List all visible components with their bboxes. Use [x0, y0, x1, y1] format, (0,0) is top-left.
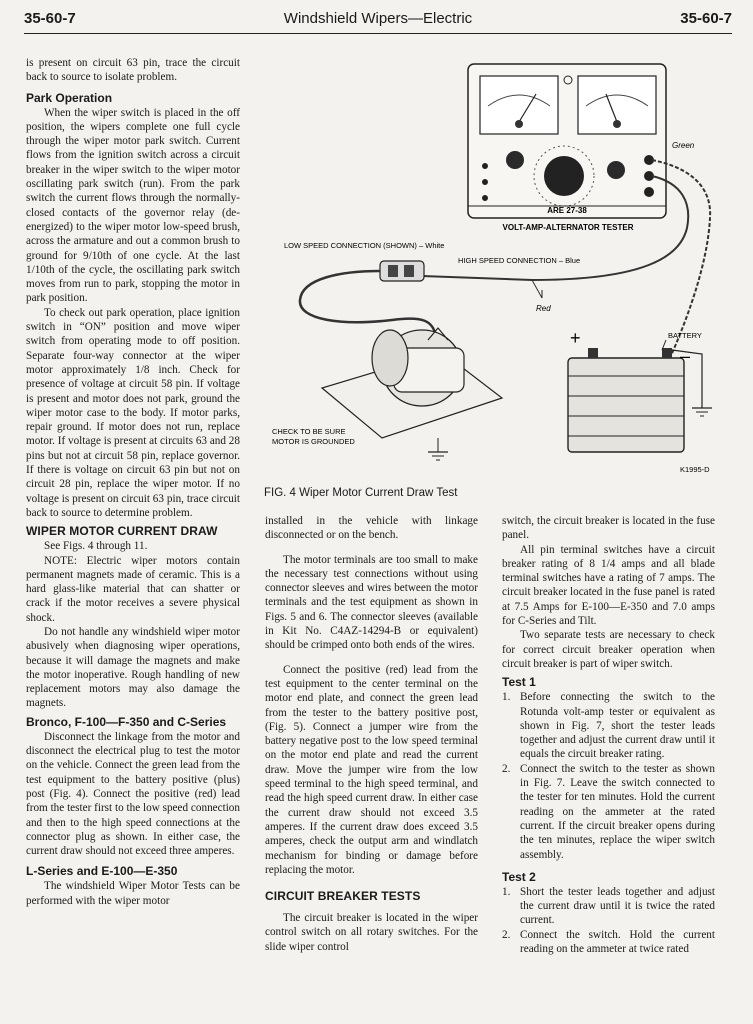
battery: [568, 348, 684, 452]
paragraph-terminals: The motor terminals are too small to make the necessary test connections without using connector sleeves and wires between the motor terminals and the test equipment as shown in Figs. 5 and 6. The connector sleeves (available in Kit No. C4AZ-14294-B or equivalent) should be crimped onto both ends of the wires.: [265, 553, 478, 652]
list-item-text: Short the tester leads together and adjust the current draw until it is twice the rated current.: [520, 885, 715, 927]
check-ground-label-1: CHECK TO BE SURE: [272, 427, 346, 436]
selector-knob: [506, 151, 524, 169]
heading-test-2: Test 2: [502, 869, 536, 884]
list-item: [502, 928, 715, 957]
paragraph-two-tests: Two separate tests are necessary to check for correct circuit breaker operation when circuit breaker is part of wiper switch.: [502, 629, 715, 670]
list-item-number: 1.: [502, 691, 511, 704]
heading-l-series: L-Series and E-100—E-350: [26, 864, 178, 879]
test-1-list: [502, 690, 715, 862]
list-item: [502, 762, 715, 862]
list-item: [502, 690, 715, 761]
paragraph-connect: Connect the positive (red) lead from the test equipment to the center terminal on the motor end plate, and connect the green lead from the tester to the battery positive post, (Fig. 5). Connect a jumper wire from the battery negative post to the low speed terminal on the motor end plate and read the current draw. Move the jumper wire from the low speed terminal to the high speed terminal, and read the high speed current draw. In either case the current draw should not exceed 3.5 amperes. If the current draw does exceed 3.5 amperes, check the output arm and windlatch mechanism for binding or damage before replacing the motor.: [265, 663, 478, 876]
battery-label: BATTERY: [668, 331, 702, 340]
page-title: Windshield Wipers—Electric: [283, 10, 473, 27]
paragraph-all-pin: All pin terminal switches have a circuit breaker rating of 8 1/4 amps and all blade terminal switches have a rating of 7 amps. The circuit breaker located in the fuse panel is rated at 7.5 Amps for E-100—E-350 and 7.0 amps for C-Series and Tilt.: [502, 543, 715, 628]
figure-current-draw-test: [262, 58, 732, 478]
wiring-diagram: [262, 58, 732, 478]
green-lead-label: Green: [672, 141, 695, 150]
list-item-text: Connect the switch. Hold the current reading on the ammeter at twice rated: [520, 928, 715, 956]
load-control-knob: [544, 156, 584, 196]
heading-park-operation: Park Operation: [26, 90, 113, 105]
column-right: [502, 514, 715, 956]
paragraph-park-1: When the wiper switch is placed in the off position, the wipers complete one full cycle through the wiper motor park switch. Current flows from the ignition switch across a circuit breaker in the wiper switch to the wiper motor oscillating park switch (run). From the park switch the current flows through the normally-closed contacts of the governor relay (de-energized) to the wiper motor low-speed brush, across the armature and out a common brush to ground for 9/10th of one cycle. At the last 1/10th of the cycle, the oscillating park switch moves from run to park, stopping the motor in park position.: [26, 106, 240, 305]
battery-minus-label: –: [680, 346, 691, 366]
tester-name-label: VOLT-AMP-ALTERNATOR TESTER: [502, 223, 634, 232]
paragraph-circuit-breaker: The circuit breaker is located in the wiper control switch on all rotary switches. For the slide wiper control: [265, 912, 478, 953]
page-number-right: 35-60-7: [680, 10, 732, 27]
test-2-list: [502, 885, 715, 956]
volt-amp-tester: [468, 64, 666, 218]
battery-plus-label: +: [570, 328, 581, 348]
wiper-motor: [322, 328, 502, 438]
high-speed-label: HIGH SPEED CONNECTION – Blue: [458, 256, 581, 265]
figure-code: K1995-D: [680, 465, 710, 474]
heading-wiper-motor-current-draw: WIPER MOTOR CURRENT DRAW: [26, 524, 218, 539]
paragraph-bronco: Disconnect the linkage from the motor and disconnect the electrical plug to test the motor on the vehicle. Connect the green lead from the test equipment to the battery positive (plus) post (Fig. 4). Connect the positive (red) lead from the tester first to the low speed connection and then to the high speed connections at the connector plug as shown. In either case, the current draw should not exceed three amperes.: [26, 730, 240, 858]
list-item-number: 2.: [502, 762, 511, 775]
tester-model-label: ARE 27-38: [547, 206, 587, 215]
paragraph-do-not-handle: Do not handle any windshield wiper motor abusively when diagnosing wiper operations, because it will damage the magnets and make the motor inoperative. Rough handling of new replacement motors may also damage the magnets.: [26, 625, 240, 710]
column-middle: [265, 514, 478, 954]
list-item: [502, 885, 715, 928]
heading-circuit-breaker-tests: CIRCUIT BREAKER TESTS: [265, 889, 421, 904]
paragraph-switch: switch, the circuit breaker is located in the fuse panel.: [502, 515, 715, 542]
figure-caption: FIG. 4 Wiper Motor Current Draw Test: [264, 487, 458, 499]
page-header: [24, 8, 732, 34]
list-item-text: Before connecting the switch to the Rotunda volt-amp tester or equivalent as shown in Fig. 7, short the tester leads together and adjust the current draw until it equals the circuit breaker rating.: [520, 691, 715, 761]
red-label: Red: [536, 304, 551, 313]
check-ground-label-2: MOTOR IS GROUNDED: [272, 437, 355, 446]
list-item-number: 1.: [502, 885, 511, 898]
paragraph-intro: is present on circuit 63 pin, trace the circuit back to source to isolate problem.: [26, 57, 240, 84]
page-number-left: 35-60-7: [24, 10, 76, 27]
paragraph-l-series: The windshield Wiper Motor Tests can be performed with the wiper motor: [26, 880, 240, 907]
connector-plug: [380, 261, 424, 281]
paragraph-installed: installed in the vehicle with linkage disconnected or on the bench.: [265, 515, 478, 542]
low-speed-label: LOW SPEED CONNECTION (SHOWN) – White: [284, 241, 445, 250]
volt-knob: [607, 161, 625, 179]
heading-test-1: Test 1: [502, 675, 536, 690]
list-item-text: Connect the switch to the tester as shown in Fig. 7. Leave the switch connected to the tester for ten minutes. Hold the current reading on the ammeter at the rated current. If the circuit breaker opens during the ten minutes, replace the wiper switch assembly.: [520, 762, 715, 861]
paragraph-note: NOTE: Electric wiper motors contain permanent magnets made of ceramic. This is a hard glass-like material that can shatter or crack if the motor receives a severe physical shock.: [26, 554, 240, 624]
paragraph-park-2: To check out park operation, place ignition switch in “ON” position and move wiper switch from operating mode to off position. Separate four-way connector at the wiper motor approximately 1/8 inch. Check for presence of voltage at circuit 58 pin. If voltage is present and motor does not park, ground the wiper motor case to the body. If motor parks, repair ground. If motor does not run, replace motor. If voltage is present at circuits 63 and 28 pins but not at circuit 58 pin, replace governor. If there is voltage on circuit 63 pin but not on circuit 28 pin, replace the wiper motor. If no voltage is present on circuit 63 pin, trace circuit back to source to determine problem.: [26, 306, 240, 519]
list-item-number: 2.: [502, 928, 511, 941]
heading-bronco: Bronco, F-100—F-350 and C-Series: [26, 714, 227, 729]
column-left: [26, 56, 240, 908]
paragraph-see-figs: See Figs. 4 through 11.: [44, 540, 148, 553]
